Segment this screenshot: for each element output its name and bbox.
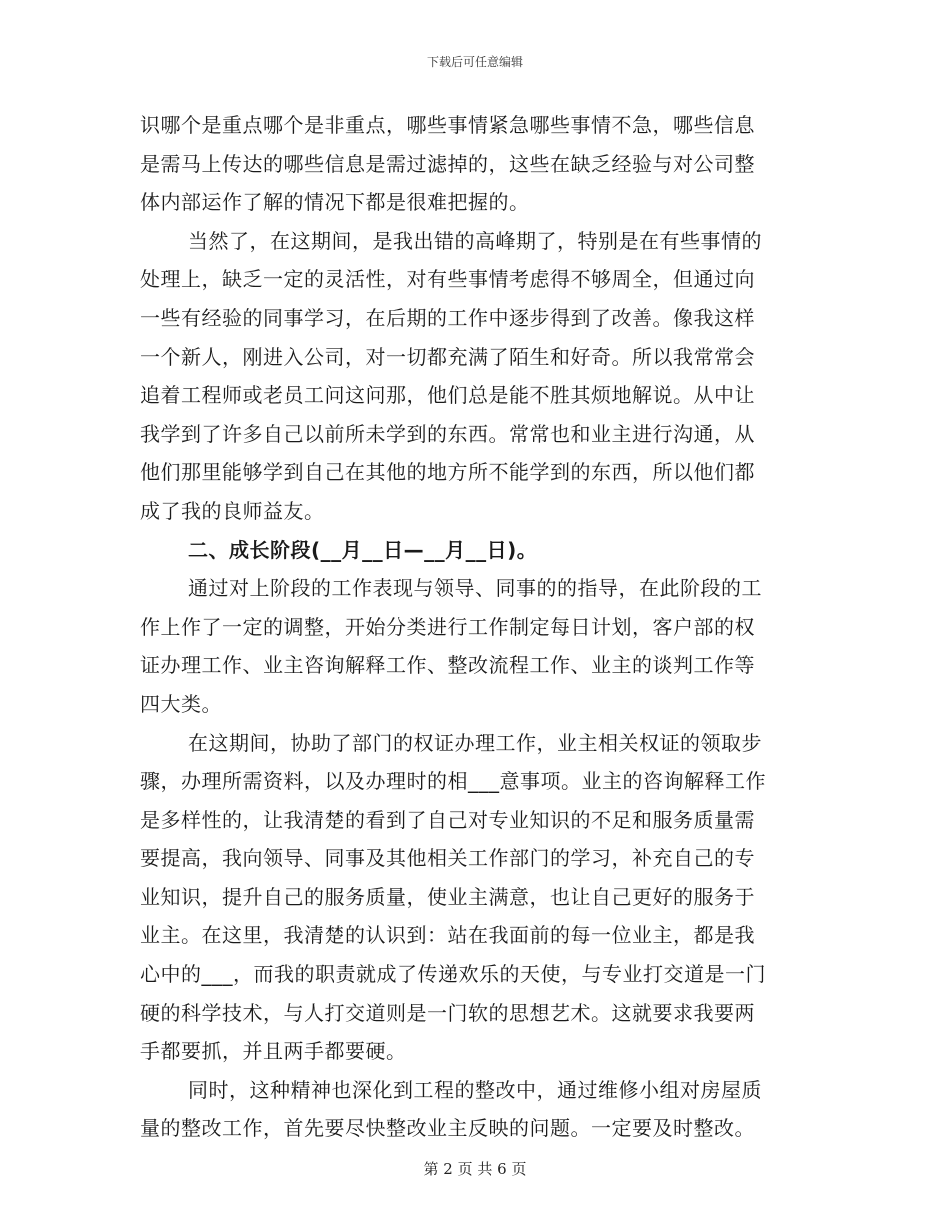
- text-line: 他们那里能够学到自己在其他的地方所不能学到的东西，所以他们都: [140, 460, 755, 485]
- text-line: 要提高，我向领导、同事及其他相关工作部门的学习，补充自己的专: [140, 846, 755, 871]
- text-line: 是多样性的，让我清楚的看到了自己对专业知识的不足和服务质量需: [140, 807, 755, 832]
- text-line: 一个新人，刚进入公司，对一切都充满了陌生和好奇。所以我常常会: [140, 344, 755, 369]
- text-line: 体内部运作了解的情况下都是很难把握的。: [140, 190, 530, 215]
- text-line: 手都要抓，并且两手都要硬。: [140, 1039, 407, 1064]
- paragraph-start-line: 通过对上阶段的工作表现与领导、同事的的指导，在此阶段的工: [188, 576, 762, 601]
- text-line: 成了我的良师益友。: [140, 498, 325, 523]
- paragraph-start-line: 当然了，在这期间，是我出错的高峰期了，特别是在有些事情的: [188, 228, 762, 253]
- text-line: 一些有经验的同事学习，在后期的工作中逐步得到了改善。像我这样: [140, 305, 755, 330]
- text-line: 我学到了许多自己以前所未学到的东西。常常也和业主进行沟通，从: [140, 421, 755, 446]
- text-line: 骤，办理所需资料，以及办理时的相___意事项。业主的咨询解释工作: [140, 769, 766, 794]
- page-number: 第 2 页 共 6 页: [423, 1160, 527, 1178]
- text-line: 追着工程师或老员工问这问那，他们总是能不胜其烦地解说。从中让: [140, 383, 755, 408]
- text-line: 业主。在这里，我清楚的认识到：站在我面前的每一位业主，都是我: [140, 923, 755, 948]
- document-body: [140, 106, 810, 1148]
- text-line: 心中的___，而我的职责就成了传递欢乐的天使，与专业打交道是一门: [140, 962, 766, 987]
- text-line: 是需马上传达的哪些信息是需过滤掉的，这些在缺乏经验与对公司整: [140, 151, 755, 176]
- text-line: 处理上，缺乏一定的灵活性，对有些事情考虑得不够周全，但通过向: [140, 267, 755, 292]
- text-line: 量的整改工作，首先要尽快整改业主反映的问题。一定要及时整改。: [140, 1116, 755, 1141]
- text-line: 业知识，提升自己的服务质量，使业主满意，也让自己更好的服务于: [140, 884, 755, 909]
- paragraph-start-line: 同时，这种精神也深化到工程的整改中，通过维修小组对房屋质: [188, 1077, 762, 1102]
- text-line: 识哪个是重点哪个是非重点，哪些事情紧急哪些事情不急，哪些信息: [140, 113, 755, 137]
- section-heading: 二、成长阶段(__月__日—__月__日)。: [188, 537, 538, 562]
- text-line: 作上作了一定的调整，开始分类进行工作制定每日计划，客户部的权: [140, 614, 755, 639]
- text-line: 硬的科学技术，与人打交道则是一门软的思想艺术。这就要求我要两: [140, 1000, 755, 1025]
- paragraph-start-line: 在这期间，协助了部门的权证办理工作，业主相关权证的领取步: [188, 730, 762, 755]
- text-line: 四大类。: [140, 691, 222, 716]
- page-header: 下载后可任意编辑: [426, 55, 523, 69]
- text-line: 证办理工作、业主咨询解释工作、整改流程工作、业主的谈判工作等: [140, 653, 755, 678]
